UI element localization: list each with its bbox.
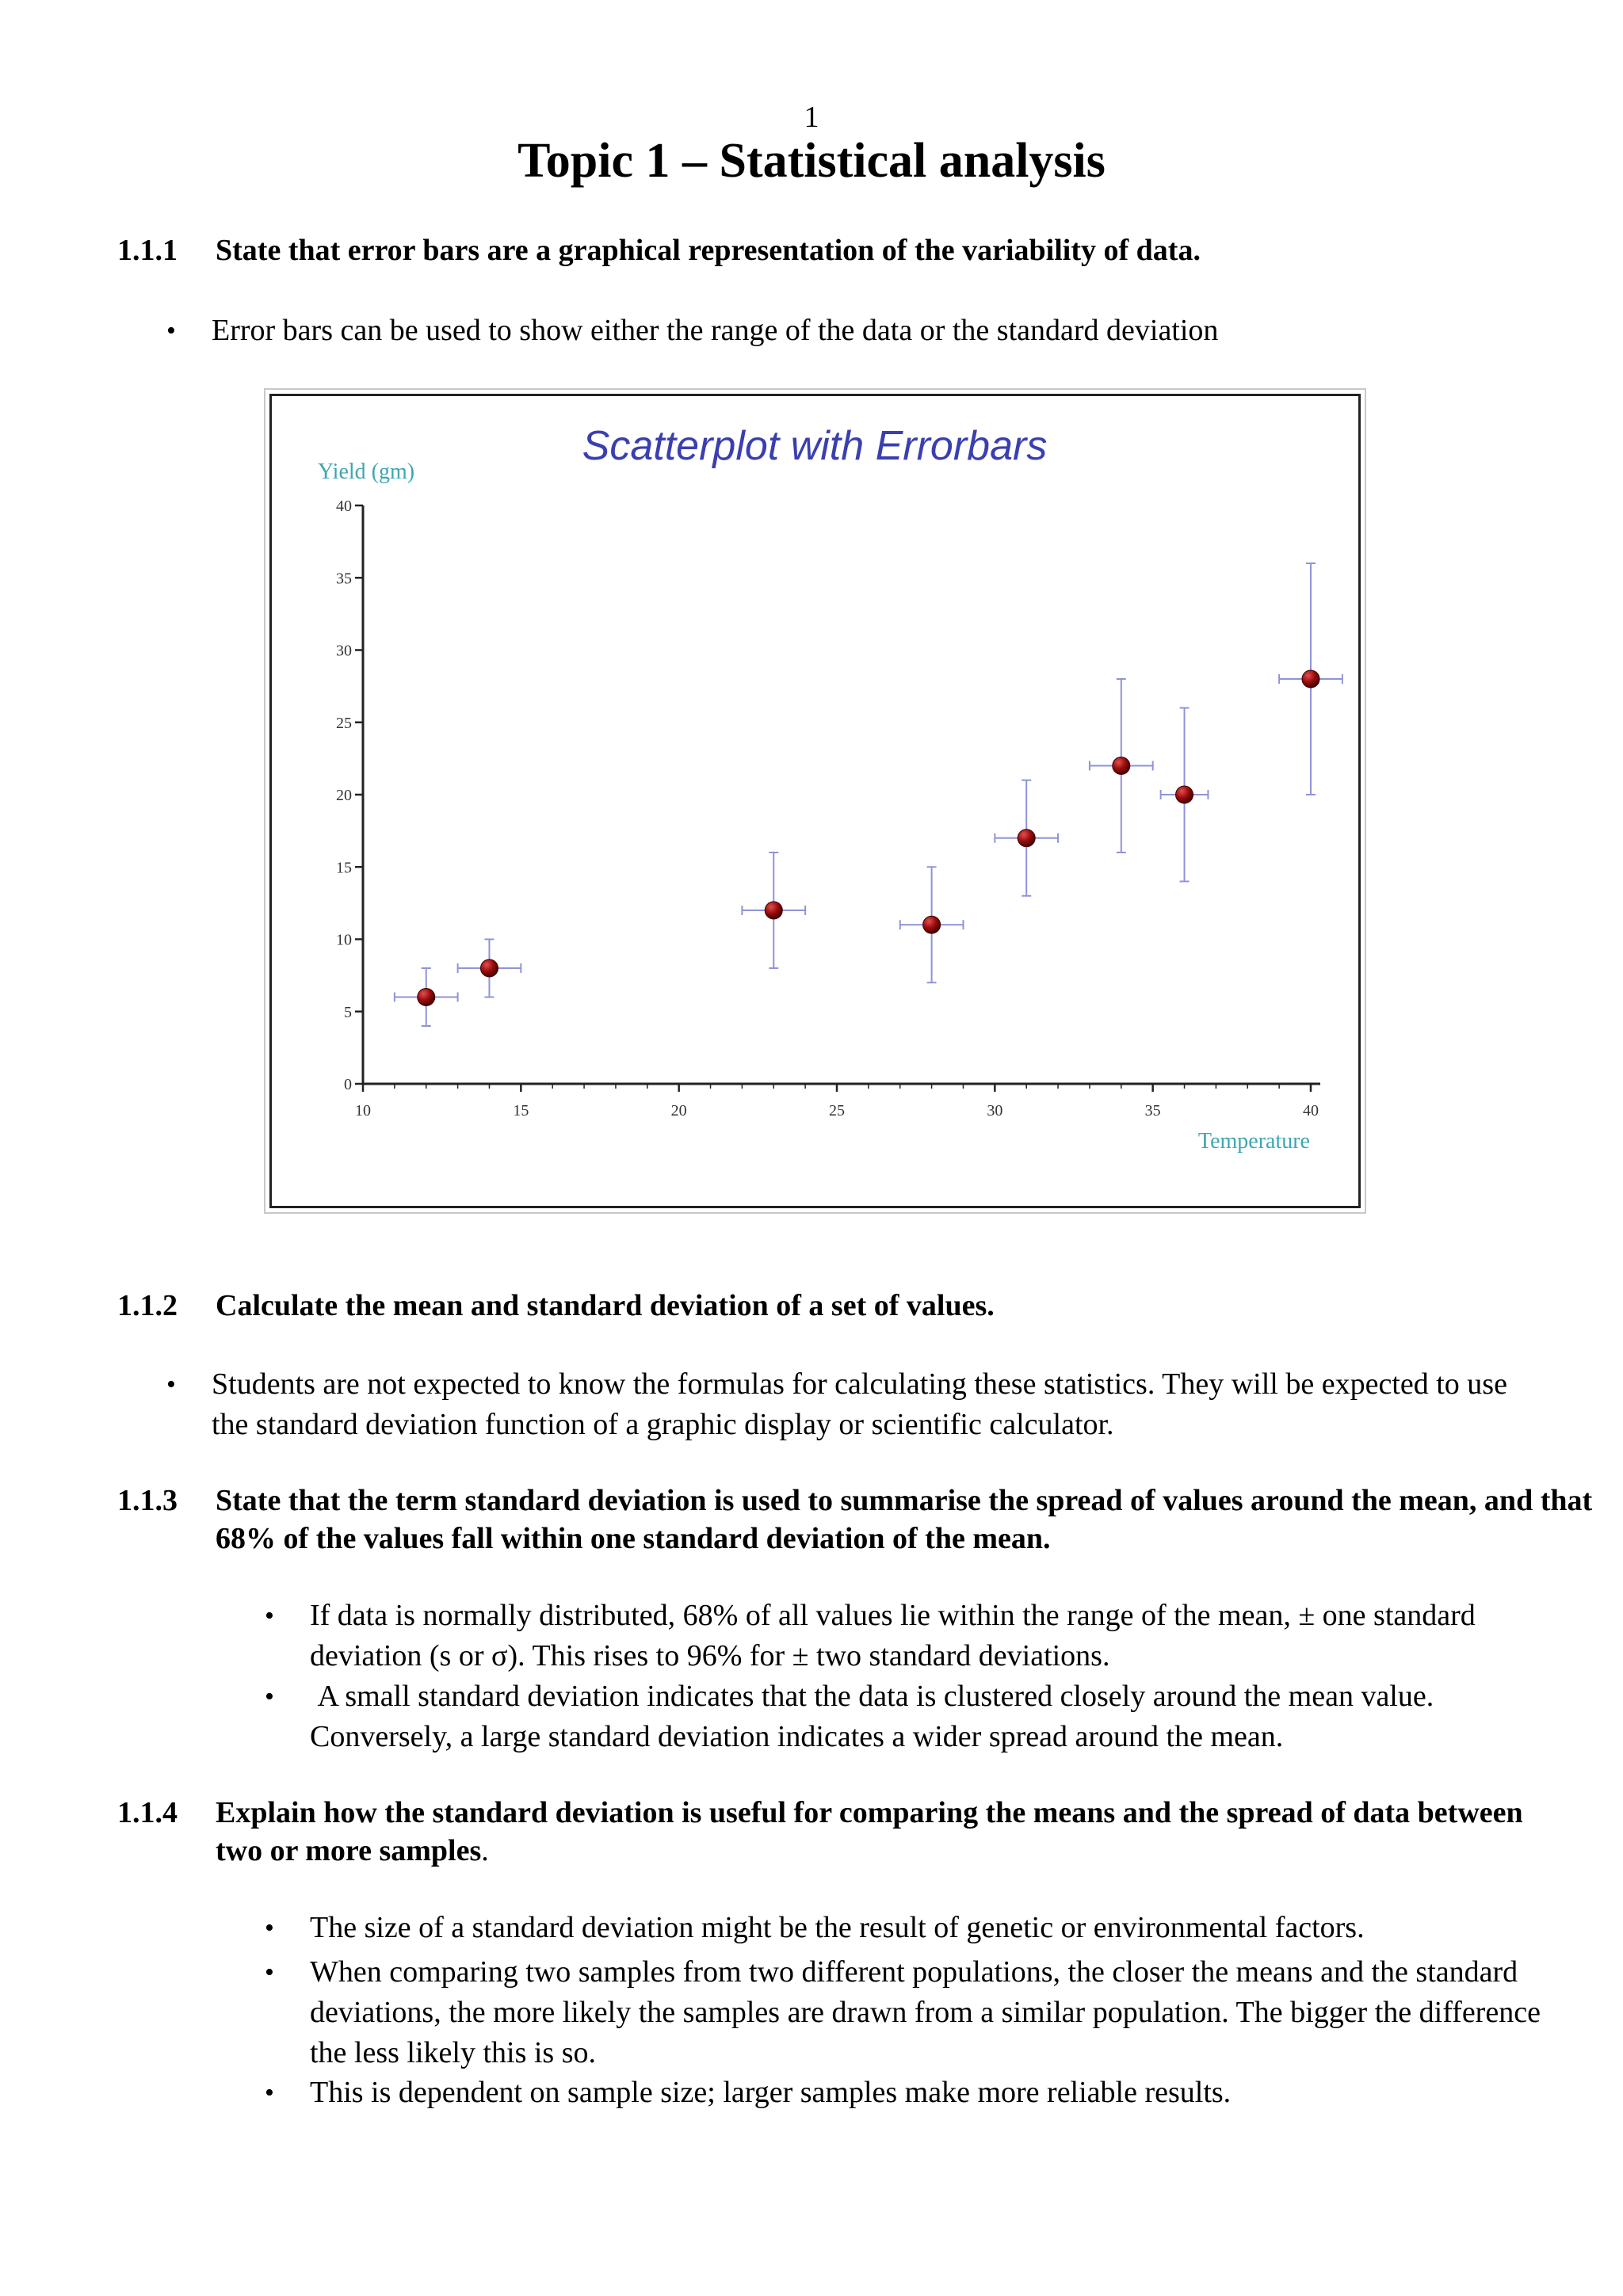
y-tick-label: 20 — [336, 787, 352, 804]
section-number: 1.1.1 — [117, 234, 178, 267]
page-title: Topic 1 – Statistical analysis — [517, 134, 1106, 188]
bullet-text: This is dependent on sample size; larger samples make more reliable results. — [310, 2076, 1232, 2109]
chart-panel — [269, 394, 1361, 1208]
y-tick-label: 30 — [336, 642, 352, 660]
x-tick-label: 30 — [987, 1102, 1003, 1119]
data-point — [1279, 563, 1342, 795]
data-point — [742, 852, 805, 968]
data-point — [458, 940, 521, 997]
data-point-marker — [765, 902, 782, 919]
data-point-marker — [923, 916, 941, 933]
data-points — [395, 563, 1342, 1026]
y-tick-label: 40 — [336, 498, 352, 515]
x-tick-label: 40 — [1303, 1102, 1319, 1119]
bullet-icon: • — [166, 316, 176, 345]
data-point-marker — [1176, 786, 1193, 803]
x-tick-label: 10 — [355, 1102, 371, 1119]
data-point — [1161, 708, 1209, 882]
x-tick-label: 35 — [1144, 1102, 1161, 1119]
section-heading-text: State that error bars are a graphical representation of the variability of data. — [216, 234, 1201, 267]
chart-title: Scatterplot with Errorbars — [582, 423, 1048, 469]
section-heading-text: Calculate the mean and standard deviation of a set of values. — [216, 1289, 995, 1322]
bullet-icon: • — [265, 2078, 274, 2107]
data-point — [900, 867, 964, 982]
axes — [336, 498, 1320, 1119]
data-point-marker — [1018, 830, 1035, 847]
section-number: 1.1.3 — [117, 1484, 178, 1517]
bullet-icon: • — [265, 1601, 274, 1630]
data-point — [995, 780, 1058, 896]
y-tick-label: 35 — [336, 570, 352, 588]
bullet-icon: • — [265, 1682, 274, 1711]
page-number: 1 — [804, 101, 819, 134]
y-tick-label: 25 — [336, 714, 352, 732]
x-tick-label: 25 — [829, 1102, 845, 1119]
y-tick-label: 10 — [336, 931, 352, 949]
data-point-marker — [1302, 670, 1319, 688]
y-axis-label: Yield (gm) — [318, 460, 415, 484]
bullet-text: Error bars can be used to show either the range of the data or the standard deviation — [212, 314, 1219, 347]
chart-frame — [264, 388, 1366, 1214]
section-heading-text — [216, 1794, 1539, 1870]
section-number: 1.1.4 — [117, 1796, 178, 1829]
bullet-icon: • — [265, 1913, 274, 1943]
y-tick-label: 0 — [344, 1076, 352, 1093]
y-tick-label: 5 — [344, 1003, 352, 1021]
x-tick-label: 20 — [670, 1102, 687, 1119]
data-point-marker — [480, 959, 498, 977]
bullet-text: Students are not expected to know the formulas for calculating these statistics. They will be expected to use the standard deviation function of a graphic display or scientific calculator. — [212, 1367, 1507, 1441]
x-tick-label: 15 — [513, 1102, 529, 1119]
bullet-icon: • — [166, 1370, 176, 1399]
section-number: 1.1.2 — [117, 1289, 178, 1322]
data-point-marker — [418, 989, 435, 1006]
data-point — [395, 968, 458, 1026]
bullet-text: The size of a standard deviation might be the result of genetic or environmental factors. — [310, 1911, 1365, 1944]
x-axis-label: Temperature — [1197, 1129, 1310, 1154]
scatter-chart — [272, 396, 1358, 1206]
bullet-icon: • — [265, 1958, 274, 1987]
bullet-text: If data is normally distributed, 68% of all values lie within the range of the mean, ± one standard deviation (s or σ). This rises to 96% for ± two standard deviations. — [310, 1599, 1476, 1672]
heading-period: . — [481, 1834, 489, 1867]
y-tick-label: 15 — [336, 859, 352, 877]
data-point — [1090, 679, 1153, 852]
bullet-text: When comparing two samples from two different populations, the closer the means and the standard deviations, the more likely the samples are drawn from a similar population. The bigger the difference the less likely this is so. — [310, 1955, 1541, 2069]
bullet-text: A small standard deviation indicates that the data is clustered closely around the mean value. Conversely, a large standard deviation indicates a wider spread around the mean. — [310, 1680, 1442, 1753]
heading-main: Explain how the standard deviation is useful for comparing the means and the spread of data between two or more samples — [216, 1796, 1523, 1867]
data-point-marker — [1113, 757, 1130, 775]
section-heading-text: State that the term standard deviation is used to summarise the spread of values around the mean, and that 68% of the values fall within one standard deviation of the mean. — [216, 1484, 1593, 1555]
